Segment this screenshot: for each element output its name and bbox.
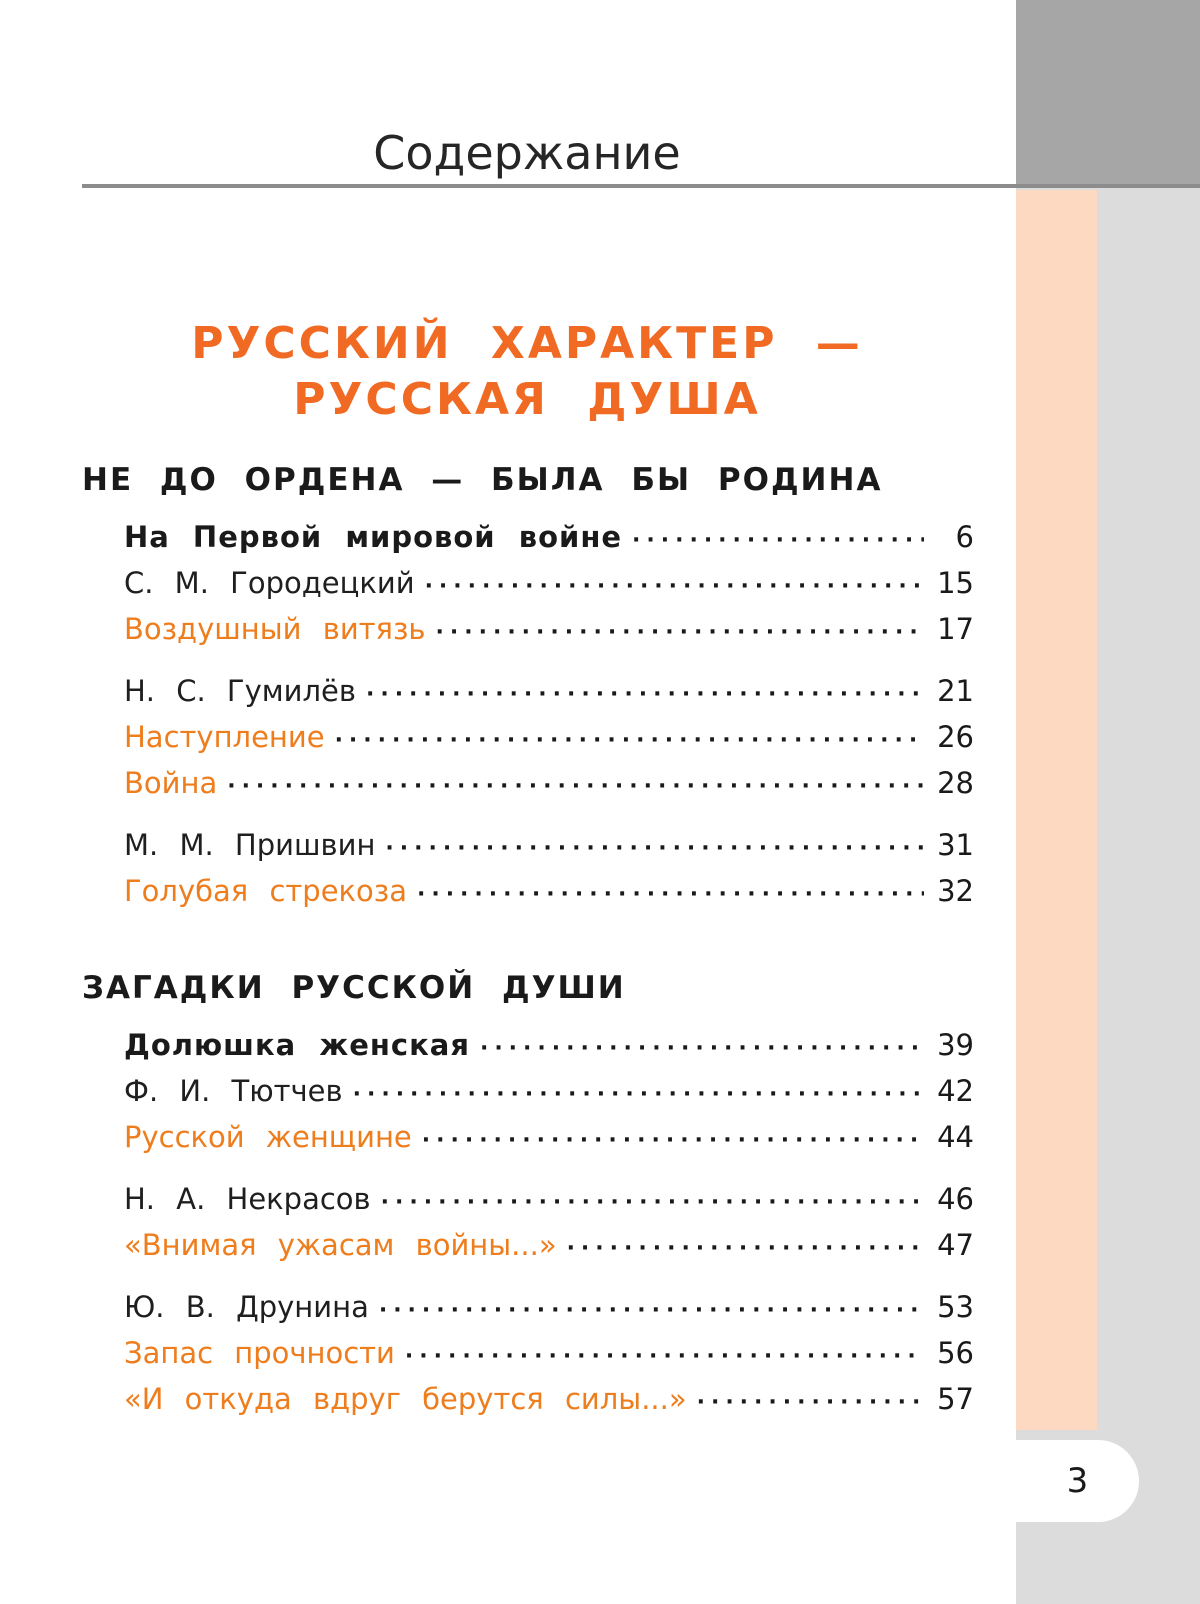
toc-entry-page: 39 <box>937 1028 974 1062</box>
toc-entry[interactable] <box>124 1068 974 1114</box>
toc-entry[interactable] <box>124 760 974 806</box>
toc-entry-page: 31 <box>937 828 974 862</box>
leader-dots <box>385 826 924 872</box>
toc-entry[interactable] <box>124 1330 974 1376</box>
toc-entry[interactable] <box>124 560 974 606</box>
side-panel-top <box>1016 0 1200 185</box>
part-title-line-1: РУССКИЙ ХАРАКТЕР — <box>191 318 863 369</box>
toc-entry-page: 56 <box>937 1336 974 1370</box>
toc-entry[interactable] <box>124 868 974 914</box>
toc-entry-label: Запас прочности <box>124 1336 395 1370</box>
toc-entry-page: 53 <box>937 1290 974 1324</box>
toc-entry-label: «И откуда вдруг берутся силы...» <box>124 1382 687 1416</box>
toc-entry-label: М. М. Пришвин <box>124 828 376 862</box>
leader-dots <box>381 1180 924 1226</box>
toc-entry-page: 57 <box>937 1382 974 1416</box>
page-number: 3 <box>1016 1440 1139 1522</box>
toc-entry-label: Долюшка женская <box>124 1028 470 1062</box>
toc-entry-label: На Первой мировой войне <box>124 520 623 554</box>
toc-entry[interactable] <box>124 1376 974 1422</box>
toc-entry-page: 44 <box>937 1120 974 1154</box>
leader-dots <box>480 1026 924 1072</box>
leader-dots <box>632 518 924 564</box>
toc-entry[interactable] <box>124 606 974 652</box>
toc-entry-label: Ф. И. Тютчев <box>124 1074 343 1108</box>
part-title-line-2: РУССКАЯ ДУША <box>293 374 761 425</box>
leader-dots <box>567 1226 924 1272</box>
toc-list <box>124 514 974 914</box>
toc-entry-label: Н. С. Гумилёв <box>124 674 356 708</box>
toc-entry-page: 32 <box>937 874 974 908</box>
part-title <box>82 316 972 428</box>
toc-entry-page: 26 <box>937 720 974 754</box>
toc-entry-label: Русской женщине <box>124 1120 412 1154</box>
side-accent-strip <box>1016 190 1097 1430</box>
leader-dots <box>379 1288 924 1334</box>
toc-entry-page: 42 <box>937 1074 974 1108</box>
toc-entry-label: «Внимая ужасам войны...» <box>124 1228 557 1262</box>
toc-entry-page: 28 <box>937 766 974 800</box>
title-underline <box>82 184 1016 188</box>
toc-entry-label: Ю. В. Друнина <box>124 1290 369 1324</box>
toc-entry-label: Наступление <box>124 720 325 754</box>
toc-entry-label: Н. А. Некрасов <box>124 1182 371 1216</box>
toc-entry-page: 15 <box>937 566 974 600</box>
leader-dots <box>422 1118 924 1164</box>
leader-dots <box>366 672 924 718</box>
toc-entry[interactable] <box>124 668 974 714</box>
toc-entry[interactable] <box>124 1284 974 1330</box>
toc-entry-label: Воздушный витязь <box>124 612 426 646</box>
leader-dots <box>335 718 924 764</box>
toc-entry[interactable] <box>124 1022 974 1068</box>
title-underline-extension <box>1016 184 1200 188</box>
leader-dots <box>405 1334 924 1380</box>
toc-entry-page: 6 <box>955 520 974 554</box>
toc-entry-label: Голубая стрекоза <box>124 874 407 908</box>
toc-entry-page: 17 <box>937 612 974 646</box>
leader-dots <box>697 1380 924 1426</box>
toc-entry-page: 21 <box>937 674 974 708</box>
section-title: ЗАГАДКИ РУССКОЙ ДУШИ <box>82 970 626 1006</box>
toc-entry[interactable] <box>124 1222 974 1268</box>
leader-dots <box>436 610 924 656</box>
page-title: Содержание <box>373 126 681 180</box>
leader-dots <box>353 1072 924 1118</box>
toc-entry[interactable] <box>124 514 974 560</box>
toc-entry-label: Война <box>124 766 218 800</box>
leader-dots <box>417 872 924 918</box>
leader-dots <box>425 564 924 610</box>
toc-entry[interactable] <box>124 1114 974 1160</box>
toc-entry[interactable] <box>124 714 974 760</box>
toc-entry[interactable] <box>124 1176 974 1222</box>
toc-entry[interactable] <box>124 822 974 868</box>
leader-dots <box>227 764 924 810</box>
toc-entry-label: С. М. Городецкий <box>124 566 415 600</box>
toc-entry-page: 47 <box>937 1228 974 1262</box>
section-title: НЕ ДО ОРДЕНА — БЫЛА БЫ РОДИНА <box>82 462 883 498</box>
toc-list <box>124 1022 974 1422</box>
toc-entry-page: 46 <box>937 1182 974 1216</box>
